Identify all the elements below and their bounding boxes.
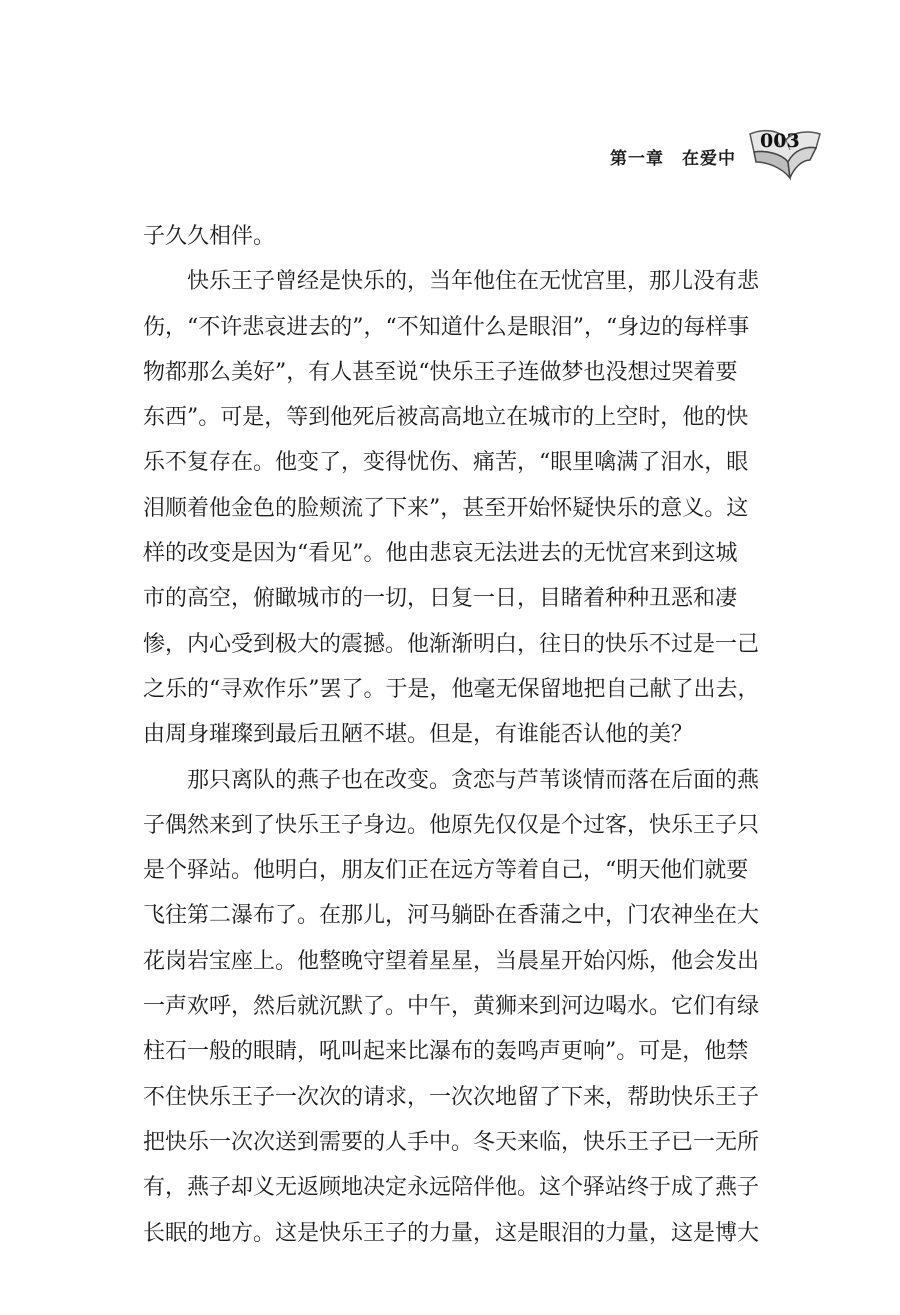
- text-line: 花岗岩宝座上。他整晚守望着星星，当晨星开始闪烁，他会发出: [143, 948, 760, 974]
- chapter-title: 第一章 在爱中: [610, 148, 736, 169]
- text-line: 东西”。可是，等到他死后被高高地立在城市的上空时，他的快: [143, 405, 749, 431]
- text-line: 市的高空，俯瞰城市的一切，日复一日，目睹着种种丑恶和凄: [143, 586, 738, 612]
- text-line: 飞往第二瀑布了。在那儿，河马躺卧在香蒲之中，门农神坐在大: [143, 903, 760, 929]
- text-line: 乐不复存在。他变了，变得忧伤、痛苦，“眼里噙满了泪水，眼: [143, 450, 749, 476]
- text-line: 由周身璀璨到最后丑陋不堪。但是，有谁能否认他的美？: [143, 722, 694, 748]
- text-line: 惨，内心受到极大的震撼。他渐渐明白，往日的快乐不过是一己: [143, 631, 760, 657]
- text-line: 子久久相伴。: [143, 224, 276, 249]
- page-header: [610, 126, 824, 182]
- text-line: 伤，“不许悲哀进去的”，“不知道什么是眼泪”，“身边的每样事: [143, 314, 750, 340]
- text-line: 不住快乐王子一次次的请求，一次次地留了下来，帮助快乐王子: [143, 1084, 760, 1110]
- text-line: 子偶然来到了快乐王子身边。他原先仅仅是个过客，快乐王子只: [143, 812, 760, 838]
- page-number-badge: [746, 126, 824, 182]
- text-line: 样的改变是因为“看见”。他由悲哀无法进去的无忧宫来到这城: [143, 541, 738, 567]
- text-line: 泪顺着他金色的脸颊流了下来”，甚至开始怀疑快乐的意义。这: [143, 495, 749, 521]
- text-line: 长眠的地方。这是快乐王子的力量，这是眼泪的力量，这是博大: [143, 1220, 760, 1246]
- text-line: 一声欢呼，然后就沉默了。中午，黄狮来到河边喝水。它们有绿: [143, 994, 760, 1020]
- text-line: 快乐王子曾经是快乐的，当年他住在无忧宫里，那儿没有悲: [143, 269, 760, 295]
- text-line: 把快乐一次次送到需要的人手中。冬天来临，快乐王子已一无所: [143, 1129, 760, 1155]
- text-line: 那只离队的燕子也在改变。贪恋与芦苇谈情而落在后面的燕: [143, 767, 760, 793]
- text-line: 之乐的“寻欢作乐”罢了。于是，他毫无保留地把自己献了出去，: [143, 676, 760, 702]
- text-line: 有，燕子却义无返顾地决定永远陪伴他。这个驿站终于成了燕子: [143, 1175, 760, 1201]
- text-line: 物都那么美好”，有人甚至说“快乐王子连做梦也没想过哭着要: [143, 359, 738, 385]
- text-line: 是个驿站。他明白，朋友们正在远方等着自己，“明天他们就要: [143, 858, 749, 884]
- text-line: 柱石一般的眼睛，吼叫起来比瀑布的轰鸣声更响”。可是，他禁: [143, 1039, 749, 1065]
- body-text: [143, 214, 760, 1256]
- page-number: 003: [760, 130, 800, 152]
